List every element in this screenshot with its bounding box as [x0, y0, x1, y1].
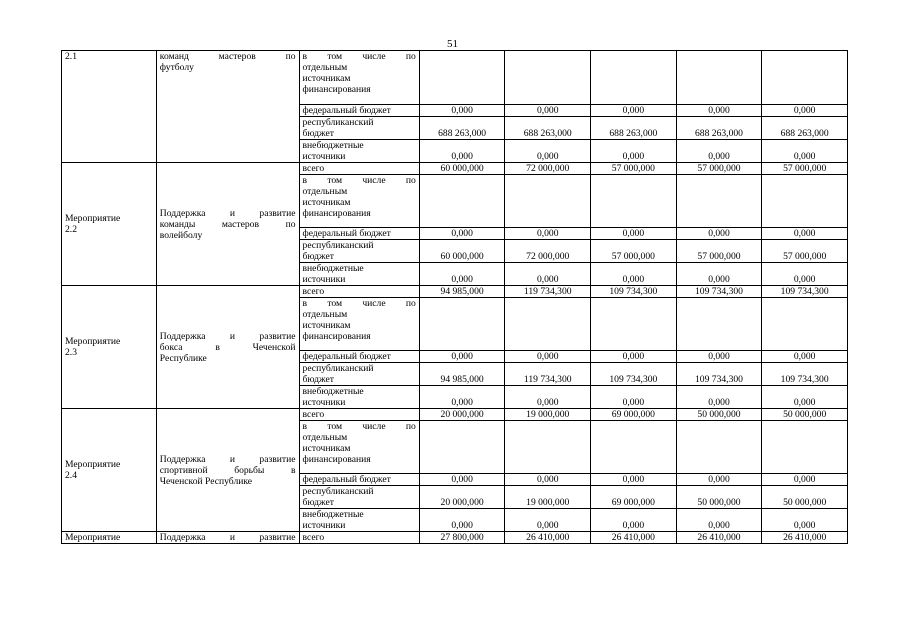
value-cell: 0,000	[676, 509, 762, 532]
value-cell: 0,000	[676, 140, 762, 163]
source-label-cell	[299, 228, 419, 240]
source-label: отдельным	[302, 62, 348, 73]
value-cell: 20 000,000	[419, 409, 505, 421]
source-label: федеральный бюджет	[302, 228, 391, 239]
source-label: республиканский	[302, 240, 374, 251]
value-cell: 0,000	[591, 105, 677, 117]
source-label: бюджет	[302, 497, 334, 508]
value-cell: 26 410,000	[591, 532, 677, 544]
value-cell: 0,000	[676, 105, 762, 117]
value-cell: 688 263,000	[762, 117, 848, 140]
measure-name-line: Поддержка и развитие	[159, 330, 296, 342]
value-cell	[591, 298, 677, 351]
source-label-cell	[299, 532, 419, 544]
value-cell: 119 734,300	[505, 363, 591, 386]
measure-id: 2.2	[65, 224, 77, 235]
value-cell	[676, 175, 762, 228]
value-cell	[676, 298, 762, 351]
measure-id: Мероприятие	[65, 459, 121, 470]
value-cell: 109 734,300	[676, 286, 762, 298]
value-cell: 0,000	[505, 140, 591, 163]
source-label: финансирования	[302, 331, 371, 342]
value-cell: 0,000	[505, 263, 591, 286]
measure-id-cell	[62, 163, 157, 286]
source-label: источникам	[302, 320, 351, 331]
source-label: в том числе по	[302, 298, 416, 309]
value-cell	[591, 421, 677, 474]
value-cell: 60 000,000	[419, 163, 505, 175]
value-cell: 0,000	[505, 386, 591, 409]
value-cell	[676, 51, 762, 105]
source-label-cell	[299, 175, 419, 228]
value-cell	[419, 175, 505, 228]
value-cell: 0,000	[591, 228, 677, 240]
measure-id: Мероприятие	[65, 336, 121, 347]
source-label-cell	[299, 363, 419, 386]
value-cell: 57 000,000	[591, 163, 677, 175]
value-cell: 0,000	[762, 509, 848, 532]
measure-name-cell	[156, 51, 299, 163]
value-cell	[419, 51, 505, 105]
measure-id: 2.3	[65, 347, 77, 358]
value-cell: 57 000,000	[676, 240, 762, 263]
source-label: бюджет	[302, 251, 334, 262]
measure-name-line: Чеченской Республике	[159, 475, 253, 487]
value-cell: 0,000	[419, 228, 505, 240]
value-cell: 26 410,000	[762, 532, 848, 544]
table-row	[62, 163, 848, 175]
source-label: всего	[302, 532, 325, 543]
value-cell: 19 000,000	[505, 409, 591, 421]
value-cell	[419, 298, 505, 351]
value-cell: 0,000	[419, 140, 505, 163]
measure-name-line: футболу	[159, 62, 194, 73]
value-cell: 50 000,000	[676, 486, 762, 509]
value-cell: 109 734,300	[591, 363, 677, 386]
source-label-cell	[299, 474, 419, 486]
value-cell: 119 734,300	[505, 286, 591, 298]
value-cell	[591, 175, 677, 228]
value-cell: 0,000	[591, 474, 677, 486]
value-cell	[591, 51, 677, 105]
source-label-cell	[299, 105, 419, 117]
value-cell: 50 000,000	[676, 409, 762, 421]
page-number: 51	[447, 38, 458, 50]
source-label-cell	[299, 163, 419, 175]
measure-id-cell	[62, 51, 157, 163]
source-label: республиканский	[302, 117, 374, 128]
value-cell: 20 000,000	[419, 486, 505, 509]
value-cell: 0,000	[676, 386, 762, 409]
value-cell	[505, 175, 591, 228]
source-label-cell	[299, 409, 419, 421]
source-label: в том числе по	[302, 175, 416, 186]
source-label: источникам	[302, 443, 351, 454]
measure-name-line: спортивной борьбы в	[159, 464, 296, 476]
value-cell	[762, 175, 848, 228]
value-cell: 27 800,000	[419, 532, 505, 544]
value-cell: 0,000	[591, 351, 677, 363]
value-cell: 0,000	[419, 263, 505, 286]
value-cell	[505, 51, 591, 105]
source-label: республиканский	[302, 486, 374, 497]
value-cell: 0,000	[591, 140, 677, 163]
value-cell: 0,000	[591, 386, 677, 409]
measure-name-line: Поддержка и развитие	[159, 532, 296, 543]
value-cell: 50 000,000	[762, 409, 848, 421]
value-cell	[505, 298, 591, 351]
value-cell: 72 000,000	[505, 163, 591, 175]
measure-name-line: Республике	[159, 352, 207, 364]
source-label: республиканский	[302, 363, 374, 374]
source-label: всего	[302, 163, 325, 174]
value-cell: 26 410,000	[505, 532, 591, 544]
table-row	[62, 51, 848, 105]
source-label: источники	[302, 274, 346, 285]
value-cell: 69 000,000	[591, 409, 677, 421]
value-cell: 0,000	[762, 140, 848, 163]
source-label-cell	[299, 509, 419, 532]
source-label-cell	[299, 298, 419, 351]
value-cell	[762, 421, 848, 474]
source-label: федеральный бюджет	[302, 351, 391, 362]
value-cell	[676, 421, 762, 474]
source-label-cell	[299, 386, 419, 409]
value-cell: 57 000,000	[762, 240, 848, 263]
source-label-cell	[299, 351, 419, 363]
source-label: бюджет	[302, 374, 334, 385]
source-label: в том числе по	[302, 51, 416, 62]
table-row	[62, 409, 848, 421]
value-cell: 109 734,300	[762, 363, 848, 386]
source-label: бюджет	[302, 128, 334, 139]
value-cell: 0,000	[419, 105, 505, 117]
measure-id-cell	[62, 409, 157, 532]
value-cell	[419, 421, 505, 474]
value-cell: 69 000,000	[591, 486, 677, 509]
measure-id: 2.4	[65, 470, 77, 481]
measure-name-line: Поддержка и развитие	[159, 207, 296, 219]
source-label-cell	[299, 263, 419, 286]
source-label-cell	[299, 286, 419, 298]
measure-name-line: бокса в Чеченской	[159, 341, 296, 353]
source-label: всего	[302, 286, 325, 297]
value-cell: 0,000	[505, 474, 591, 486]
value-cell: 57 000,000	[591, 240, 677, 263]
value-cell: 94 985,000	[419, 363, 505, 386]
value-cell: 72 000,000	[505, 240, 591, 263]
measure-name-line: команды мастеров по	[159, 218, 296, 230]
measure-name-line: команд мастеров по	[159, 51, 296, 62]
value-cell: 0,000	[419, 351, 505, 363]
source-label: источникам	[302, 197, 351, 208]
value-cell: 0,000	[505, 509, 591, 532]
source-label: финансирования	[302, 454, 371, 465]
value-cell: 94 985,000	[419, 286, 505, 298]
value-cell: 50 000,000	[762, 486, 848, 509]
value-cell: 0,000	[419, 386, 505, 409]
measure-name-cell	[156, 163, 299, 286]
source-label: всего	[302, 409, 325, 420]
value-cell: 57 000,000	[762, 163, 848, 175]
value-cell: 0,000	[591, 263, 677, 286]
value-cell: 0,000	[505, 105, 591, 117]
value-cell: 0,000	[676, 474, 762, 486]
source-label: источники	[302, 151, 346, 162]
source-label: отдельным	[302, 309, 348, 320]
source-label: внебюджетные	[302, 263, 364, 274]
source-label: финансирования	[302, 84, 371, 95]
value-cell: 0,000	[762, 351, 848, 363]
value-cell: 0,000	[676, 351, 762, 363]
measure-name-cell	[156, 286, 299, 409]
source-label-cell	[299, 140, 419, 163]
funding-table	[61, 50, 848, 544]
value-cell: 57 000,000	[676, 163, 762, 175]
value-cell: 0,000	[505, 351, 591, 363]
value-cell: 688 263,000	[676, 117, 762, 140]
value-cell: 0,000	[419, 474, 505, 486]
value-cell: 688 263,000	[419, 117, 505, 140]
value-cell: 0,000	[762, 474, 848, 486]
measure-id-cell	[62, 532, 157, 544]
table-row	[62, 286, 848, 298]
value-cell: 19 000,000	[505, 486, 591, 509]
source-label: источники	[302, 520, 346, 531]
source-label: федеральный бюджет	[302, 474, 391, 485]
source-label: внебюджетные	[302, 386, 364, 397]
measure-id-cell	[62, 286, 157, 409]
source-label: внебюджетные	[302, 509, 364, 520]
value-cell: 0,000	[591, 509, 677, 532]
source-label: источники	[302, 397, 346, 408]
source-label-cell	[299, 117, 419, 140]
value-cell: 0,000	[676, 228, 762, 240]
value-cell: 0,000	[762, 386, 848, 409]
value-cell: 60 000,000	[419, 240, 505, 263]
source-label-cell	[299, 240, 419, 263]
value-cell: 26 410,000	[676, 532, 762, 544]
source-label-cell	[299, 51, 419, 105]
value-cell: 688 263,000	[505, 117, 591, 140]
measure-name-cell	[156, 532, 299, 544]
value-cell: 0,000	[676, 263, 762, 286]
source-label: федеральный бюджет	[302, 105, 391, 116]
source-label: отдельным	[302, 432, 348, 443]
measure-id: Мероприятие	[65, 213, 121, 224]
value-cell: 109 734,300	[591, 286, 677, 298]
value-cell: 0,000	[762, 228, 848, 240]
measure-id: 2.1	[65, 51, 77, 62]
table-row	[62, 532, 848, 544]
source-label: отдельным	[302, 186, 348, 197]
value-cell	[762, 298, 848, 351]
measure-name-line: волейболу	[159, 229, 203, 241]
value-cell: 0,000	[762, 105, 848, 117]
value-cell: 0,000	[762, 263, 848, 286]
value-cell: 0,000	[419, 509, 505, 532]
value-cell	[505, 421, 591, 474]
source-label: внебюджетные	[302, 140, 364, 151]
measure-name-line: Поддержка и развитие	[159, 453, 296, 465]
value-cell: 109 734,300	[676, 363, 762, 386]
value-cell: 688 263,000	[591, 117, 677, 140]
measure-id: Мероприятие	[65, 532, 121, 543]
source-label: в том числе по	[302, 421, 416, 432]
value-cell: 109 734,300	[762, 286, 848, 298]
source-label: источникам	[302, 73, 351, 84]
measure-name-cell	[156, 409, 299, 532]
source-label: финансирования	[302, 208, 371, 219]
source-label-cell	[299, 486, 419, 509]
source-label-cell	[299, 421, 419, 474]
value-cell: 0,000	[505, 228, 591, 240]
value-cell	[762, 51, 848, 105]
